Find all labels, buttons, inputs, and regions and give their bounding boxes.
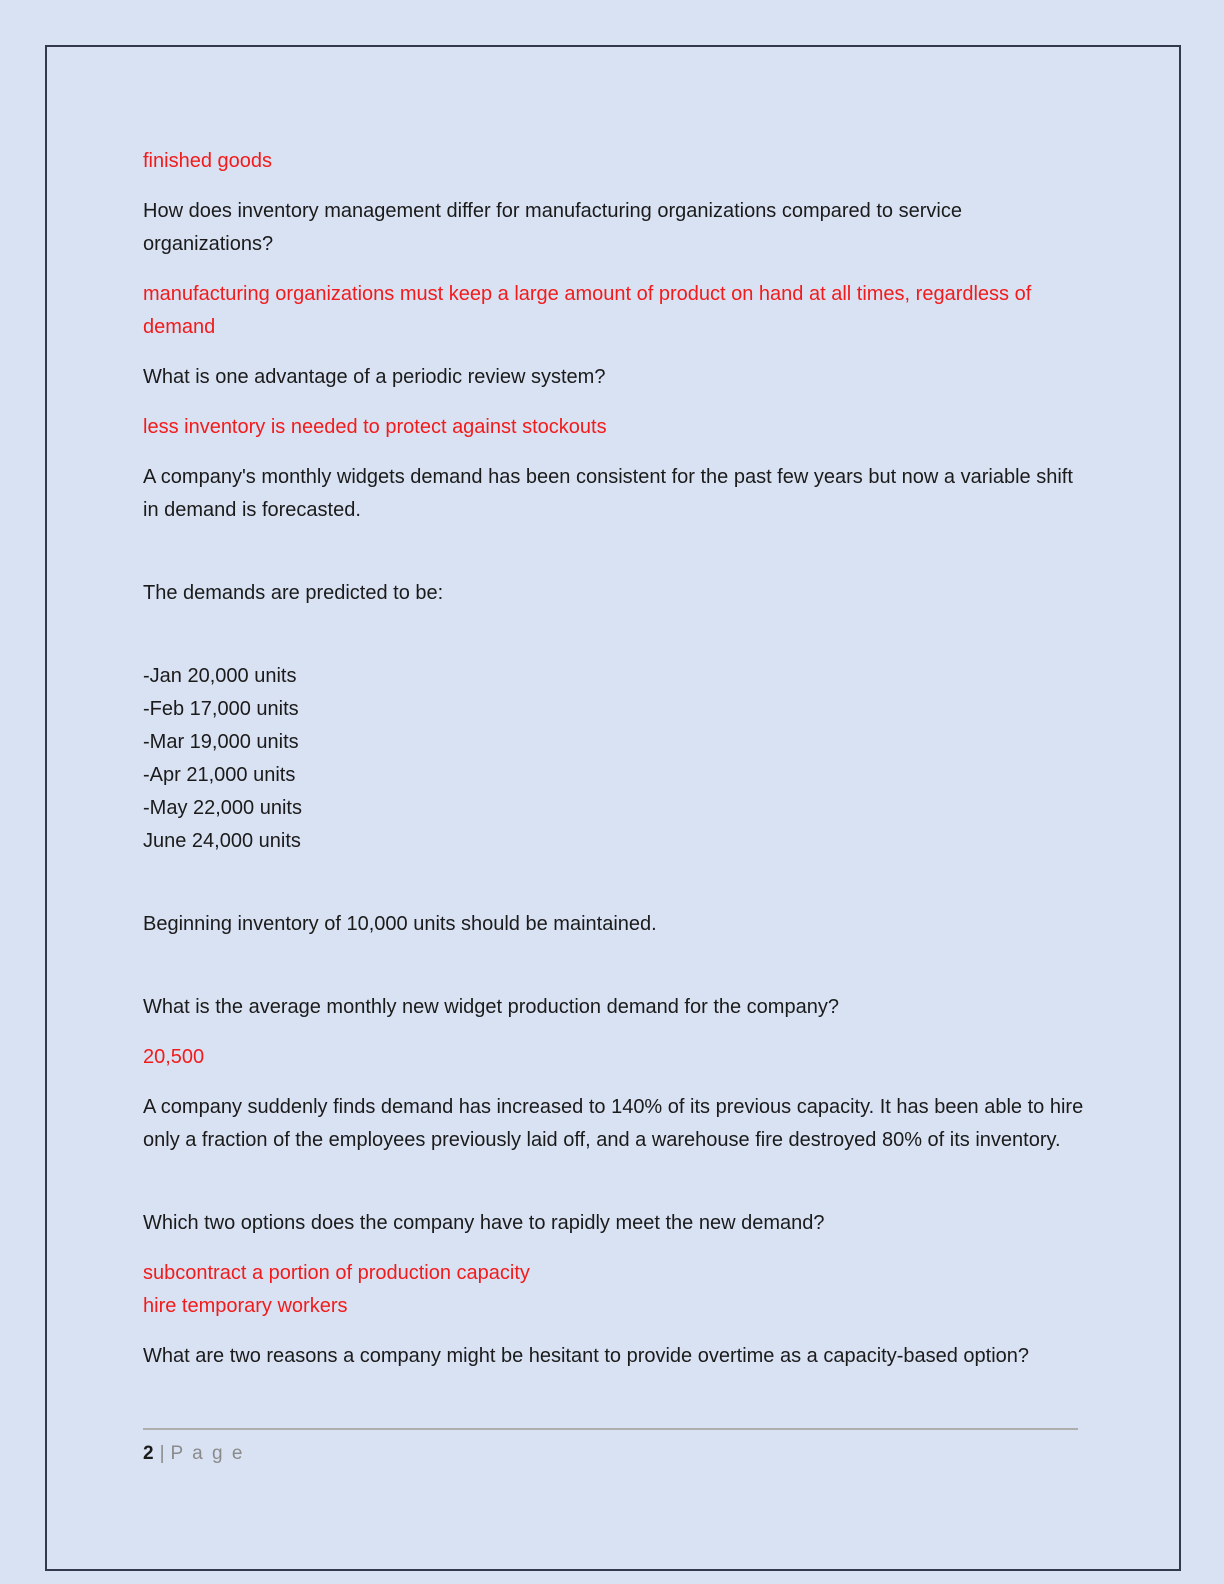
- question-text: How does inventory management differ for manufacturing organizations compared to service organizations?: [143, 200, 962, 255]
- footer-pipe: |: [159, 1443, 165, 1464]
- question-text: Beginning inventory of 10,000 units should be maintained.: [143, 913, 657, 935]
- footer-divider-line: [143, 1428, 1078, 1430]
- document-body: [143, 145, 1088, 1390]
- list-line: -May 22,000 units: [143, 797, 302, 819]
- answer-text: manufacturing organizations must keep a large amount of product on hand at all times, regardless of demand: [143, 283, 1032, 338]
- answer-line: subcontract a portion of production capacity: [143, 1262, 530, 1284]
- answer-list: [143, 1257, 1088, 1323]
- list-line: -Jan 20,000 units: [143, 665, 297, 687]
- demand-list: [143, 660, 1088, 858]
- footer-page-label: P a g e: [170, 1443, 245, 1464]
- answer-line: hire temporary workers: [143, 1295, 348, 1317]
- page-number: 2: [143, 1443, 154, 1464]
- list-line: -Apr 21,000 units: [143, 764, 296, 786]
- question-text: The demands are predicted to be:: [143, 582, 444, 604]
- answer-text: finished goods: [143, 150, 272, 172]
- question-text: Which two options does the company have to rapidly meet the new demand?: [143, 1212, 825, 1234]
- footer-text: [143, 1441, 1080, 1467]
- list-line: June 24,000 units: [143, 830, 301, 852]
- list-line: -Mar 19,000 units: [143, 731, 299, 753]
- question-text: A company's monthly widgets demand has been consistent for the past few years but now a variable shift in demand is forecasted.: [143, 466, 1073, 521]
- question-text: What is the average monthly new widget production demand for the company?: [143, 996, 839, 1018]
- list-line: -Feb 17,000 units: [143, 698, 299, 720]
- question-text: A company suddenly finds demand has increased to 140% of its previous capacity. It has been able to hire only a fraction of the employees previously laid off, and a warehouse fire destroyed 80% of its inventory.: [143, 1096, 1084, 1151]
- question-text: What is one advantage of a periodic review system?: [143, 366, 606, 388]
- answer-text: 20,500: [143, 1046, 205, 1068]
- answer-text: less inventory is needed to protect against stockouts: [143, 416, 607, 438]
- page-footer: [143, 1428, 1080, 1467]
- question-text: What are two reasons a company might be hesitant to provide overtime as a capacity-based option?: [143, 1345, 1030, 1367]
